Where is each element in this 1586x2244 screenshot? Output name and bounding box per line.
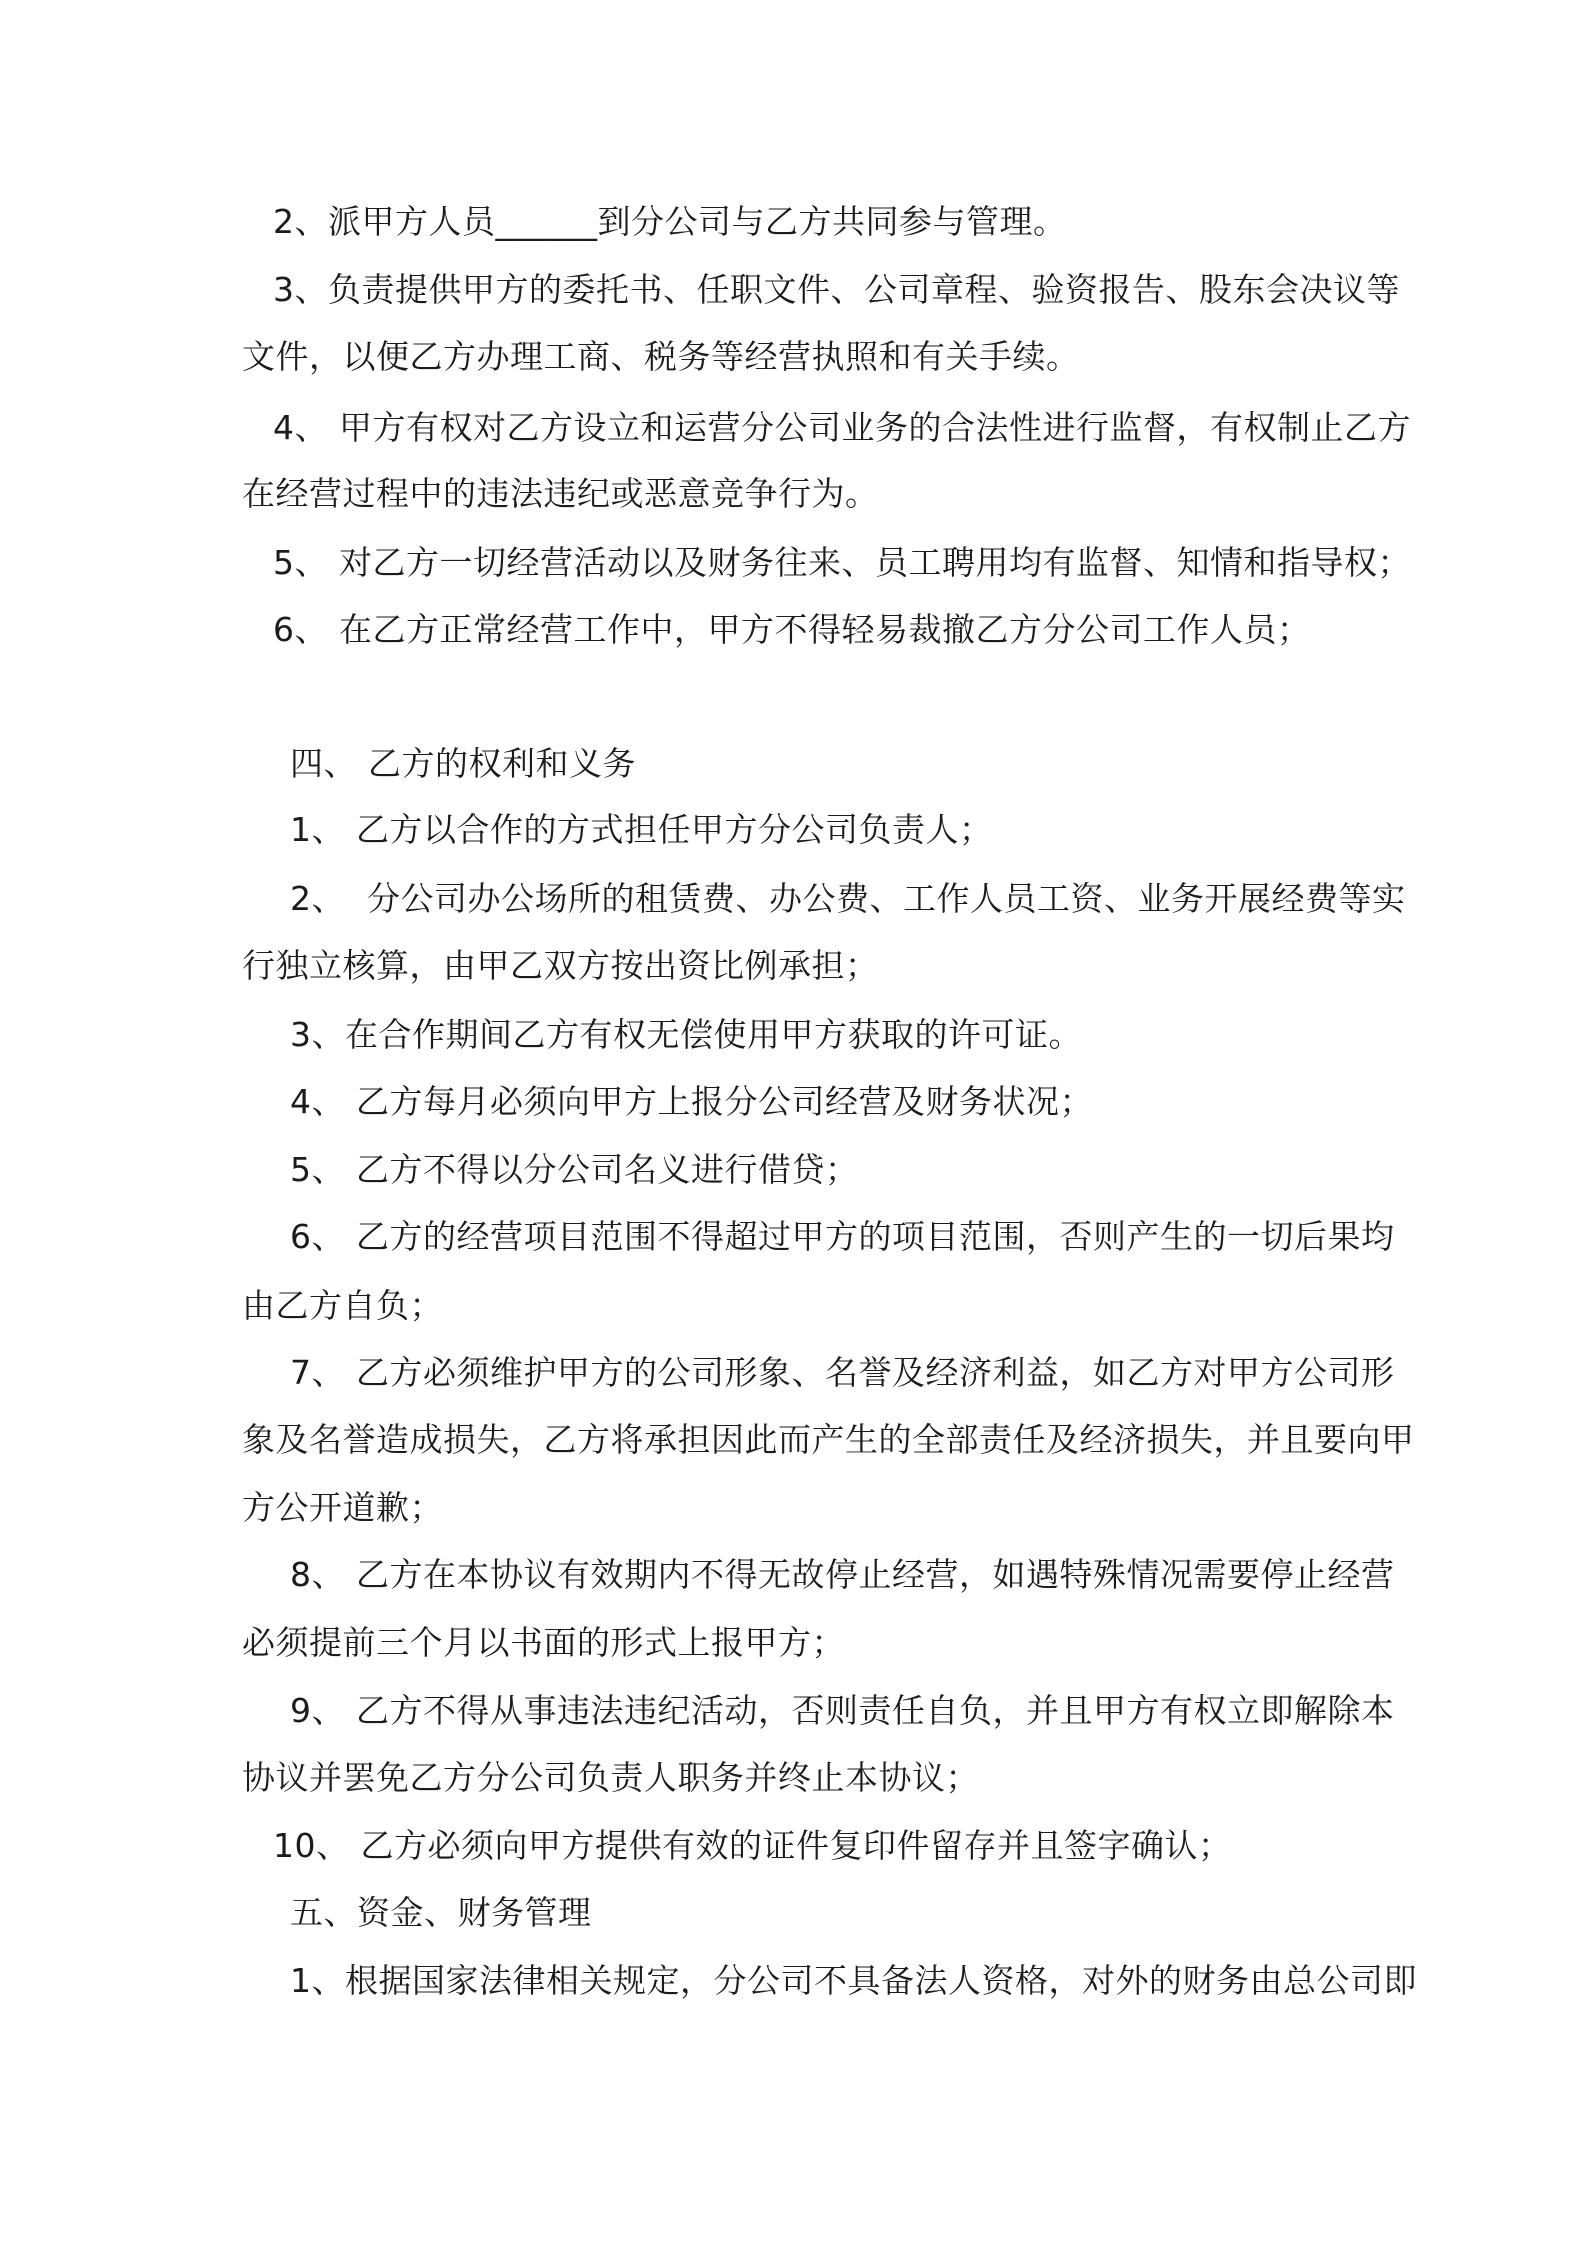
text-line-s4-item2: 2、 分公司办公场所的租赁费、办公费、工作人员工资、业务开展经费等实	[290, 879, 1406, 918]
text-line-s4-item6: 6、 乙方的经营项目范围不得超过甲方的项目范围，否则产生的一切后果均	[290, 1217, 1395, 1256]
text-line-a3-item5: 5、 对乙方一切经营活动以及财务往来、员工聘用均有监督、知情和指导权；	[273, 543, 1411, 582]
text-line-s4-item7-cont2: 方公开道歉；	[242, 1488, 443, 1527]
text-line-s4-item6-cont: 由乙方自负；	[242, 1286, 443, 1325]
text-line-s4-item9-cont: 协议并罢免乙方分公司负责人职务并终止本协议；	[242, 1758, 979, 1797]
section-heading-5: 五、资金、财务管理	[290, 1893, 592, 1932]
text-line-s4-item10: 10、 乙方必须向甲方提供有效的证件复印件留存并且签字确认；	[273, 1826, 1232, 1865]
text-line-a3-item6: 6、 在乙方正常经营工作中，甲方不得轻易裁撤乙方分公司工作人员；	[273, 610, 1311, 649]
text-line-a3-item3: 3、负责提供甲方的委托书、任职文件、公司章程、验资报告、股东会决议等	[273, 270, 1400, 309]
text-line-s4-item8-cont: 必须提前三个月以书面的形式上报甲方；	[242, 1623, 845, 1662]
text-line-s4-item8: 8、 乙方在本协议有效期内不得无故停止经营，如遇特殊情况需要停止经营	[290, 1555, 1395, 1594]
text-line-s4-item5: 5、 乙方不得以分公司名义进行借贷；	[290, 1150, 859, 1189]
text-line-s4-item9: 9、 乙方不得从事违法违纪活动，否则责任自负，并且甲方有权立即解除本	[290, 1691, 1395, 1730]
text-line-s4-item1: 1、 乙方以合作的方式担任甲方分公司负责人；	[290, 810, 993, 849]
text-line-s4-item4: 4、 乙方每月必须向甲方上报分公司经营及财务状况；	[290, 1082, 1093, 1121]
text-line-a3-item2: 2、派甲方人员______到分公司与乙方共同参与管理。	[273, 202, 1067, 241]
text-line-s5-item1: 1、根据国家法律相关规定，分公司不具备法人资格，对外的财务由总公司即	[290, 1961, 1417, 2000]
text-line-s4-item7-cont1: 象及名誉造成损失，乙方将承担因此而产生的全部责任及经济损失，并且要向甲	[242, 1420, 1415, 1459]
text-line-a3-item3-cont: 文件，以便乙方办理工商、税务等经营执照和有关手续。	[242, 337, 1080, 376]
text-line-s4-item2-cont: 行独立核算，由甲乙双方按出资比例承担；	[242, 946, 879, 985]
text-line-s4-item3: 3、在合作期间乙方有权无偿使用甲方获取的许可证。	[290, 1015, 1082, 1054]
text-line-s4-item7: 7、 乙方必须维护甲方的公司形象、名誉及经济利益，如乙方对甲方公司形	[290, 1353, 1395, 1392]
text-line-a3-item4-cont: 在经营过程中的违法违纪或恶意竞争行为。	[242, 474, 879, 513]
text-line-a3-item4: 4、 甲方有权对乙方设立和运营分公司业务的合法性进行监督，有权制止乙方	[273, 408, 1411, 447]
section-heading-4: 四、 乙方的权利和义务	[290, 744, 636, 783]
